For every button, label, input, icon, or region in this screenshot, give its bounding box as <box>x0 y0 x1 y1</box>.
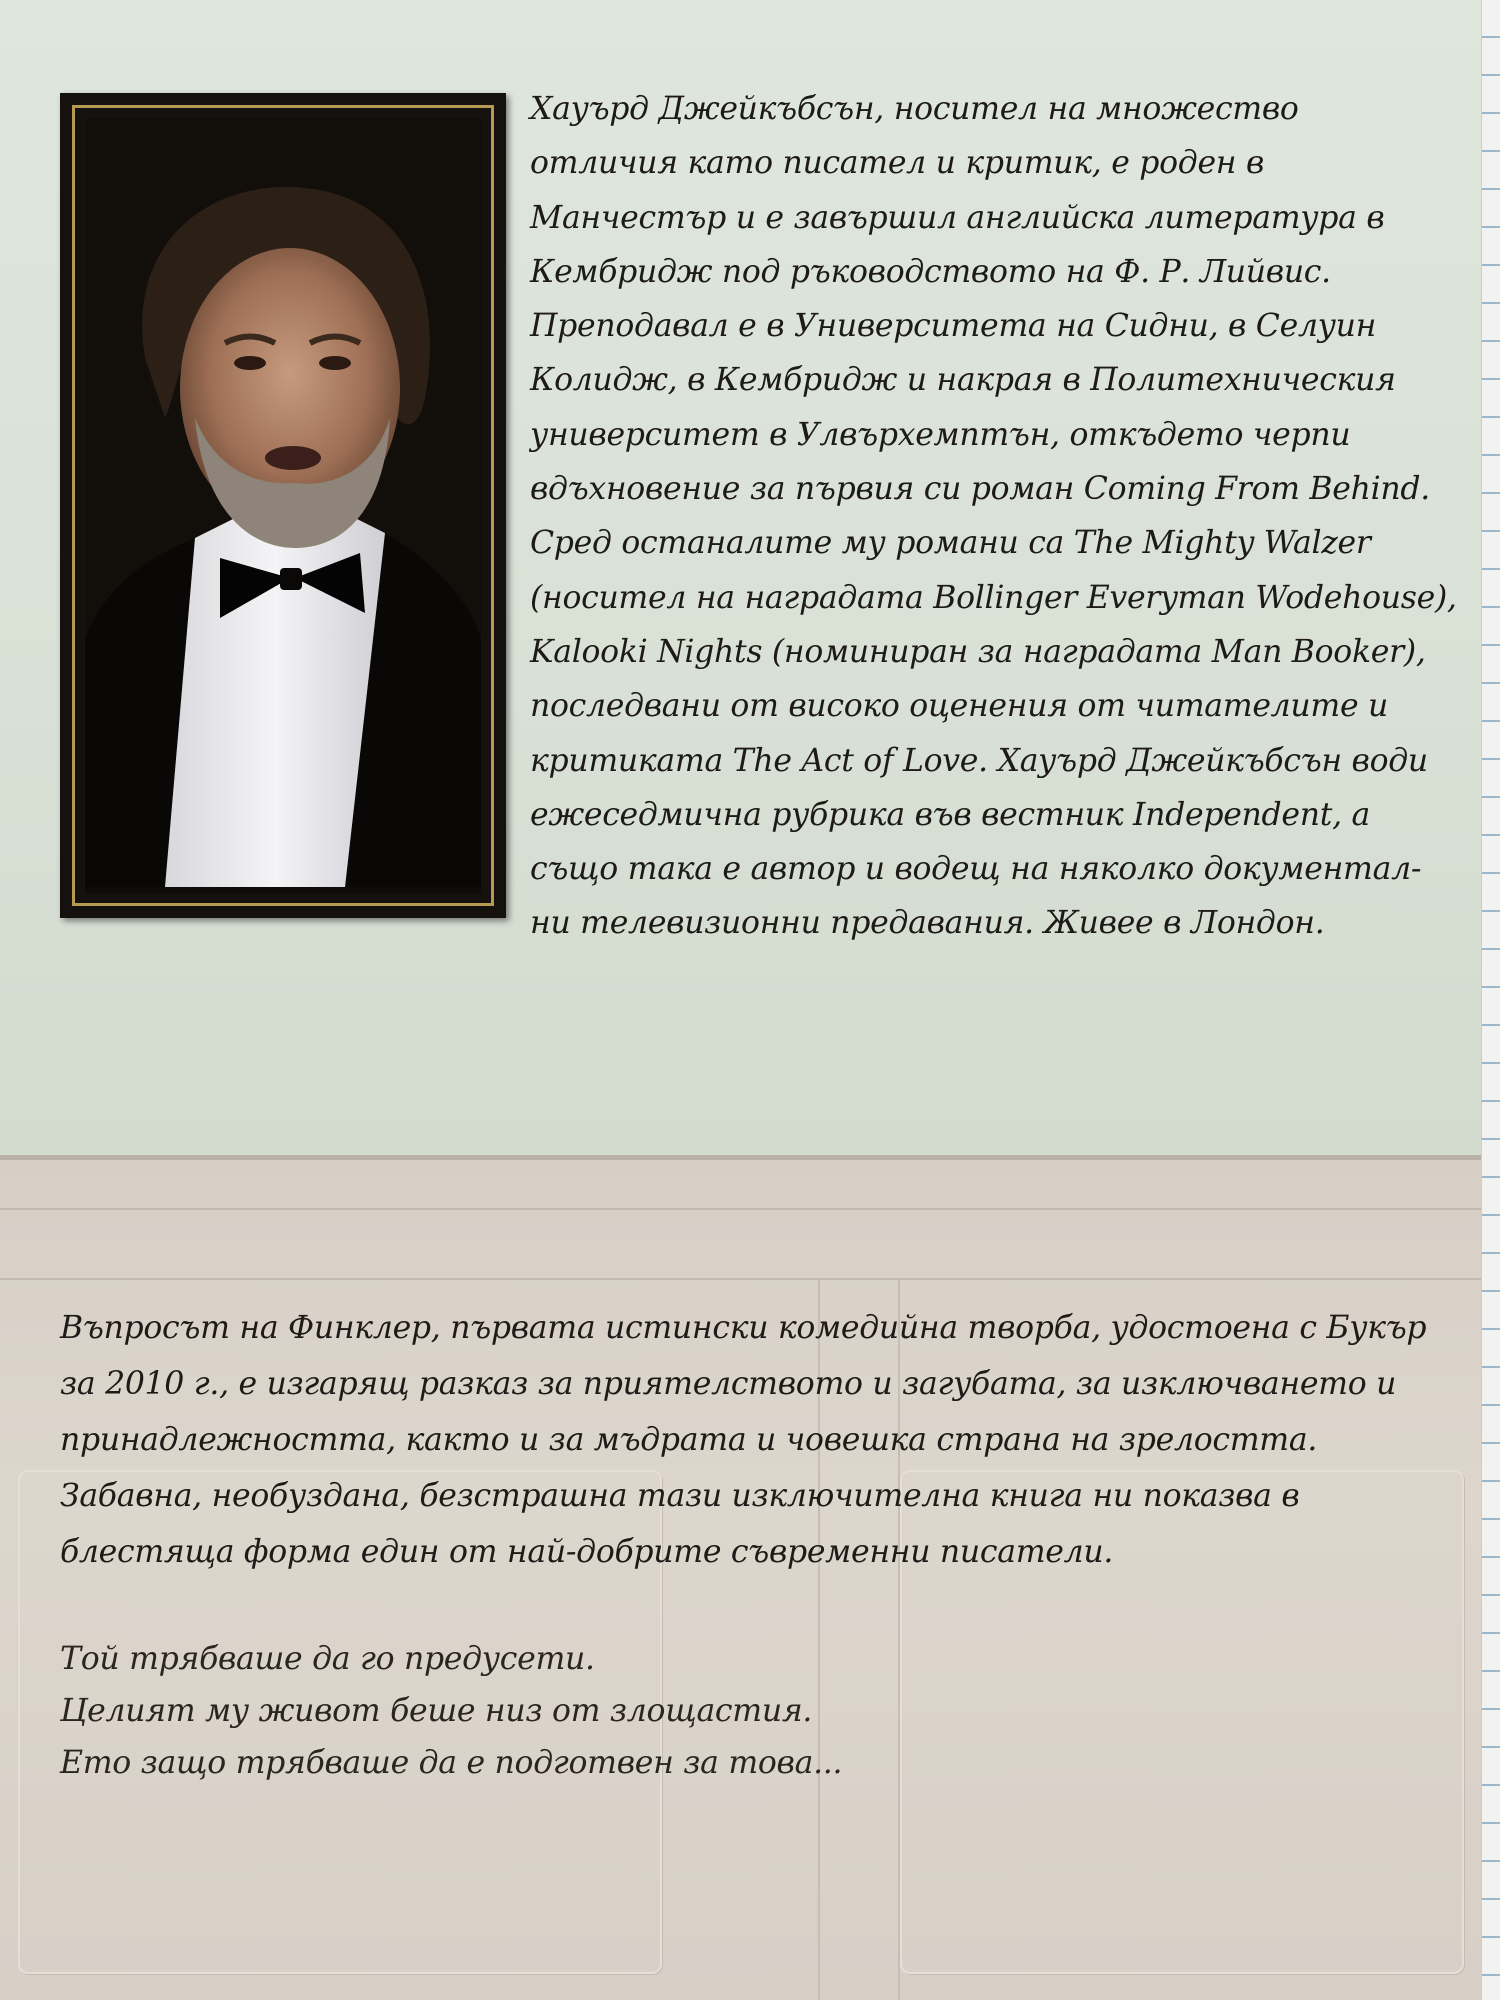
bio-line: Преподавал е в Университета на Сидни, в Селуин <box>530 308 1377 345</box>
teaser-text <box>60 1633 1060 1789</box>
author-portrait-frame <box>60 93 506 918</box>
blurb-line: принадлежността, както и за мъдрата и човешка страна на зрелостта. <box>60 1422 1318 1458</box>
blurb-line: Забавна, необуздана, безстрашна тази изключителна книга ни показва в <box>60 1478 1300 1514</box>
book-blurb <box>60 1300 1427 1580</box>
author-portrait <box>85 118 481 893</box>
bio-line: Хауърд Джейкъбсън, носител на множество <box>530 91 1299 127</box>
bio-line: ни телевизионни предавания. Живее в Лондон. <box>530 905 1325 942</box>
bio-line: отличия като писател и критик, е роден в <box>530 145 1264 182</box>
fold-line <box>0 1278 1485 1280</box>
teaser-line: Ето защо трябваше да е подготвен за това... <box>60 1745 843 1781</box>
blurb-line: Въпросът на Финклер, първата истински комедийна творба, удостоена с Букър <box>60 1310 1427 1346</box>
bio-line: университет в Улвърхемптън, откъдето черпи <box>530 416 1351 453</box>
bio-line: Kalooki Nights (номиниран за наградата Man Booker), <box>530 633 1426 670</box>
teaser-line: Целият му живот беше низ от злощастия. <box>60 1693 813 1729</box>
bio-line: последвани от високо оценения от читателите и <box>530 688 1389 725</box>
bio-line: ежеседмична рубрика във вестник Independent, а <box>530 796 1371 833</box>
bio-line: също така е автор и водещ на няколко документал- <box>530 851 1422 888</box>
blurb-line: за 2010 г., е изгарящ разказ за приятелството и загубата, за изключването и <box>60 1366 1397 1402</box>
bio-line: (носител на наградата Bollinger Everyman Wodehouse), <box>530 579 1457 616</box>
author-photo-illustration <box>85 118 481 887</box>
bio-line: Колидж, в Кембридж и накрая в Политехническия <box>530 362 1396 399</box>
bio-line: Манчестър и е завършил английска литература в <box>530 199 1385 236</box>
fold-line <box>0 1208 1485 1210</box>
bio-line: критиката The Act of Love. Хауърд Джейкъбсън води <box>530 742 1428 779</box>
author-biography <box>530 82 1457 951</box>
gold-frame-border <box>72 105 494 906</box>
notebook-edge <box>1481 0 1500 2000</box>
bio-line: Сред останалите му романи са The Mighty Walzer <box>530 525 1371 562</box>
bio-line: Кембридж под ръководството на Ф. Р. Лийвис. <box>530 253 1331 290</box>
bottom-panel <box>0 1160 1485 2000</box>
bio-line: вдъхновение за първия си роман Coming From Behind. <box>530 471 1430 508</box>
blurb-line: блестяща форма един от най-добрите съвременни писатели. <box>60 1534 1114 1570</box>
teaser-line: Той трябваше да го предусети. <box>60 1641 595 1677</box>
